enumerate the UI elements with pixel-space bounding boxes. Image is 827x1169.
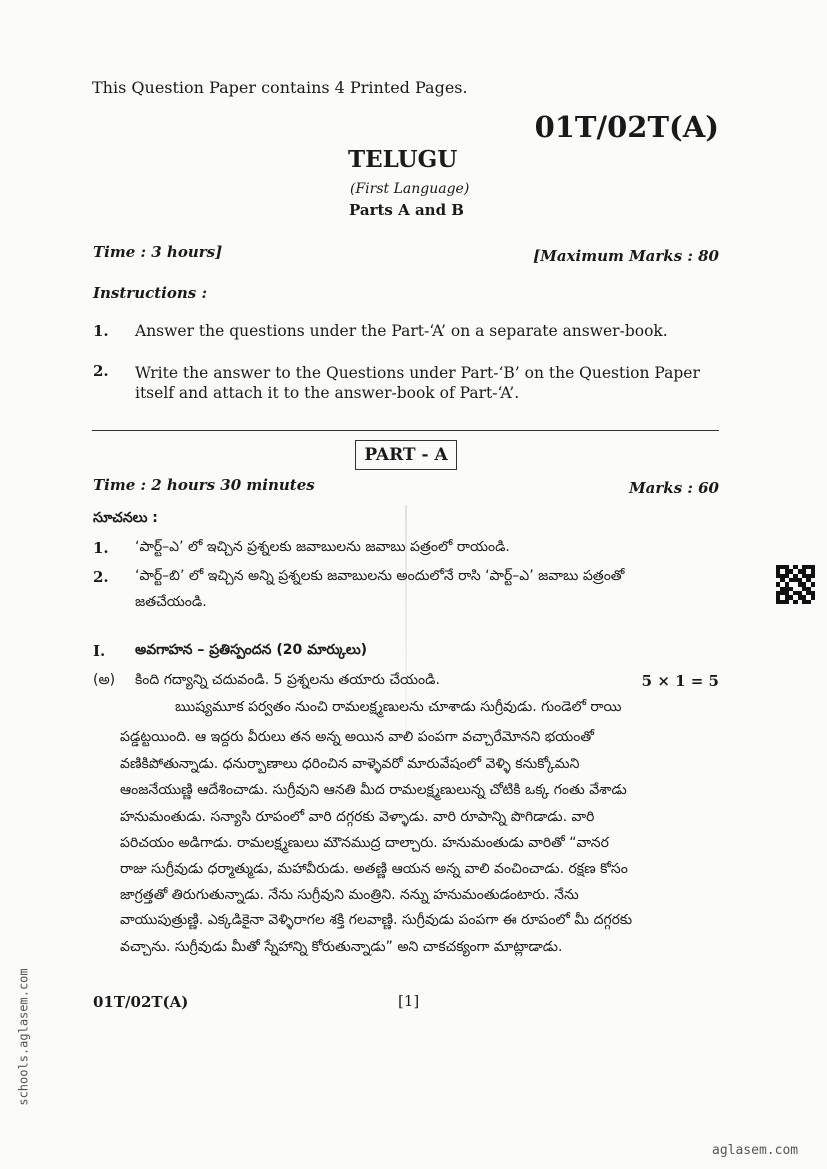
- instruction-number: 2.: [93, 362, 109, 380]
- suchana-number: 1.: [93, 539, 109, 557]
- passage-line: వచ్చాను. సుగ్రీవుడు మీతో స్నేహాన్ని కోరుతున్నాడు” అని చాకచక్యంగా మాట్లాడాడు.: [120, 939, 563, 955]
- bottom-watermark: aglasem.com: [712, 1143, 799, 1158]
- passage-line: పడ్డట్టయింది. ఆ ఇద్దరు వీరులు తన అన్న అయిన వాలి పంపగా వచ్చారేమోనని భయంతో: [120, 729, 595, 745]
- passage-line: వాయుపుత్రుణ్ణి. ఎక్కడికైనా వెళ్ళిరాగల శక్తి గలవాణ్ణి. సుగ్రీవుడు పంపగా ఈ రూపంలో మీ దగ్గరకు: [120, 912, 633, 928]
- question-text: కింది గద్యాన్ని చదువండి. 5 ప్రశ్నలను తయారు చేయండి.: [135, 672, 440, 688]
- parts-note: Parts A and B: [349, 201, 464, 219]
- question-number: (అ): [93, 672, 116, 688]
- part-a-marks: Marks : 60: [629, 479, 719, 497]
- instructions-title: Instructions :: [93, 284, 207, 302]
- qr-code: [776, 565, 815, 604]
- suchana-text: ‘పార్ట్–బి’ లో ఇచ్చిన అన్ని ప్రశ్నలకు జవాబులను అందులోనే రాసి ‘పార్ట్–ఎ’ జవాబు పత్రంతో: [135, 568, 625, 584]
- instruction-text: Write the answer to the Questions under Part-‘B’ on the Question Paper: [135, 364, 700, 382]
- language-note: (First Language): [350, 181, 470, 197]
- passage-line: వణికిపోతున్నాడు. ధనుర్బాణాలు ధరించిన వాళ్ళెవరో మారువేషంలో వెళ్ళి కనుక్కోమని: [120, 756, 580, 772]
- total-time: Time : 3 hours]: [93, 243, 223, 261]
- part-a-label: PART - A: [355, 440, 457, 470]
- passage-line: పరిచయం అడిగాడు. రామలక్ష్మణులు మౌనముద్ర దాల్చారు. హనుమంతుడు వారితో “వానర: [120, 835, 609, 851]
- passage-line: రాజు సుగ్రీవుడు ధర్మాత్ముడు, మహావీరుడు. అతణ్ణి ఆయన అన్న వాలి వంచించాడు. రక్షణ కోసం: [120, 861, 628, 877]
- question-marks: 5 × 1 = 5: [641, 672, 719, 690]
- page-number: [1]: [398, 992, 420, 1010]
- passage-line: జాగ్రత్తతో తిరుగుతున్నాడు. నేను సుగ్రీవుని మంత్రిని. నన్ను హనుమంతుడంటారు. నేను: [120, 887, 579, 903]
- paper-code: 01T/02T(A): [534, 110, 719, 144]
- side-watermark: schools.aglasem.com: [16, 968, 31, 1106]
- passage-line: హనుమంతుడు. సన్యాసి రూపంలో వారి దగ్గరకు వెళ్ళాడు. వారి రూపాన్ని పొగిడాడు. వారి: [120, 809, 595, 825]
- part-a-time: Time : 2 hours 30 minutes: [93, 476, 315, 494]
- section-title: అవగాహన – ప్రతిస్పందన (20 మార్కులు): [135, 642, 368, 658]
- subject-title: TELUGU: [348, 146, 458, 173]
- footer-code: 01T/02T(A): [93, 993, 189, 1011]
- section-number: I.: [93, 642, 106, 660]
- pages-note: This Question Paper contains 4 Printed Pages.: [92, 78, 468, 97]
- suchanalu-title: సూచనలు :: [93, 510, 158, 526]
- max-marks: [Maximum Marks : 80: [533, 247, 719, 265]
- suchana-text: ‘పార్ట్–ఎ’ లో ఇచ్చిన ప్రశ్నలకు జవాబులను జవాబు పత్రంలో రాయండి.: [135, 539, 510, 555]
- passage-line: ఋష్యమూక పర్వతం నుంచి రామలక్ష్మణులను చూశాడు సుగ్రీవుడు. గుండెలో రాయి: [175, 699, 622, 715]
- instruction-number: 1.: [93, 322, 109, 340]
- suchana-number: 2.: [93, 568, 109, 586]
- suchana-text-cont: జతచేయండి.: [135, 594, 207, 610]
- instruction-text-cont: itself and attach it to the answer-book of Part-‘A’.: [135, 384, 520, 402]
- instruction-text: Answer the questions under the Part-‘A’ on a separate answer-book.: [135, 322, 668, 340]
- passage-line: ఆంజనేయుణ్ణి ఆదేశించాడు. సుగ్రీవుని ఆనతి మీద రామలక్ష్మణులున్న చోటికి ఒక్క గంతు వేశాడు: [120, 782, 627, 798]
- divider: [92, 430, 719, 431]
